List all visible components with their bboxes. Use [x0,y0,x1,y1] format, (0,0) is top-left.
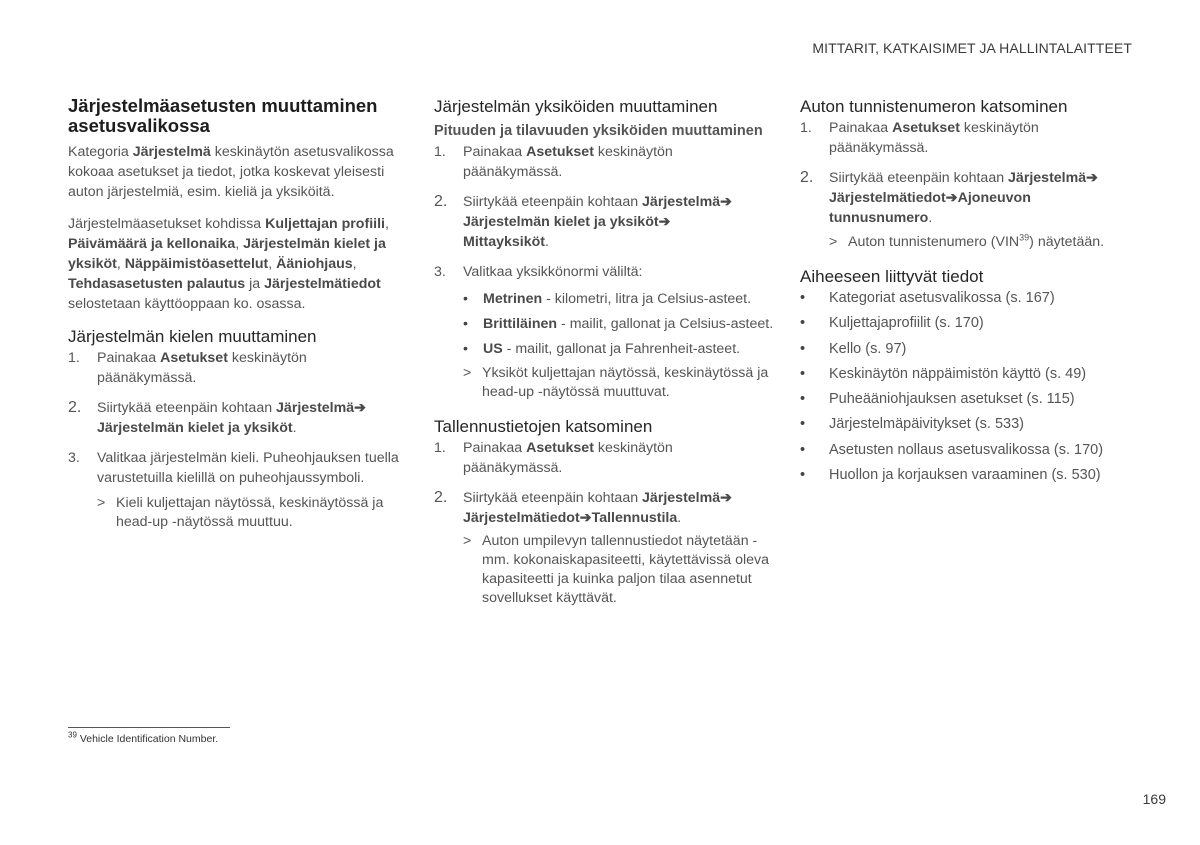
settings-paragraph [68,214,402,314]
ui-term: Järjestelmätiedot [264,276,381,292]
step-number: 2. [434,193,448,210]
bullet-icon: • [800,391,806,408]
step-text: Painakaa Asetukset keskinäytön päänäkymässä. [829,120,1039,156]
intro-paragraph [68,142,402,202]
text: , [235,236,244,252]
arrow-right-icon: ➔ [354,400,367,416]
related-link-text[interactable]: Kategoriat asetusvalikossa (s. 167) [829,290,1055,306]
related-link-text[interactable]: Huollon ja korjauksen varaaminen (s. 530) [829,467,1101,484]
related-link[interactable] [800,288,1134,308]
step-2 [800,168,1134,228]
text: , [384,216,389,232]
step-number: 1. [68,350,80,366]
list-item [463,289,774,309]
footnote-ref: 39 [1019,232,1030,243]
bullet-icon: • [800,365,806,382]
step-number: 3. [434,264,446,280]
bullet-text: Brittiläinen - mailit, gallonat ja Celsius-asteet. [483,316,774,332]
step-2 [68,398,402,438]
result-marker: > [829,234,838,250]
bullet-text: Metrinen - kilometri, litra ja Celsius-asteet. [483,291,752,307]
text: , [116,256,125,272]
step-text: Siirtykää eteenpäin kohtaan Järjestelmä➔ Järjestelmän kielet ja yksiköt. [97,400,367,436]
text: , [352,256,357,272]
text: Järjestelmäasetukset kohdissa [68,216,266,232]
bullet-text: US - mailit, gallonat ja Fahrenheit-asteet. [483,341,741,357]
result-text: Auton tunnistenumero (VIN$^{39}$) näytetään. [848,232,1105,250]
ui-term: Järjestelmä [132,144,211,160]
arrow-right-icon: ➔ [720,194,733,210]
column-2 [434,94,774,620]
footnote-number: 39 [68,730,77,740]
ui-term: Järjestelmän kielet ja yksiköt [68,236,386,272]
related-link[interactable] [800,364,1134,384]
result-text: Yksiköt kuljettajan näytössä, keskinäytössä ja head-up -näytössä muuttuvat. [482,365,769,400]
step-text: Valitkaa järjestelmän kieli. Puheohjauksen tuella varustetuilla kielillä on puheohjaussymboli. [97,450,399,486]
subsection-title: Pituuden ja tilavuuden yksiköiden muuttaminen [434,123,763,139]
step-result [463,364,774,402]
related-title: Aiheeseen liittyvät tiedot [800,267,984,286]
ui-term: Ääniohjaus [276,256,353,272]
step-1 [800,118,1134,158]
step-1 [434,438,774,478]
step-text: Siirtykää eteenpäin kohtaan Järjestelmä➔ Järjestelmän kielet ja yksiköt➔ Mittayksiköt. [463,194,733,250]
footnote-divider [68,727,230,728]
step-number: 2. [68,399,82,416]
result-marker: > [463,533,472,549]
related-link[interactable] [800,465,1134,485]
step-2 [434,192,774,252]
step-text: Siirtykää eteenpäin kohtaan Järjestelmä➔ Järjestelmätiedot➔Ajoneuvon tunnusnumero. [829,170,1099,226]
step-text: Painakaa Asetukset keskinäytön päänäkymässä. [97,350,307,386]
result-marker: > [463,365,472,381]
related-link-text[interactable]: Asetusten nollaus asetusvalikossa (s. 170) [829,441,1104,458]
bullet-icon: • [800,315,806,332]
section-title: Auton tunnistenumeron katsominen [800,97,1068,116]
step-result [829,233,1134,252]
bullet-icon: • [800,416,806,433]
column-3 [800,94,1134,490]
related-link[interactable] [800,313,1134,333]
bullet-icon: • [463,291,468,307]
list-item [463,339,774,359]
ui-term: Kuljettajan profiili [265,216,385,232]
section-title: Järjestelmän yksiköiden muuttaminen [434,97,718,116]
step-number: 2. [800,169,814,186]
footnote-text: Vehicle Identification Number. [79,733,219,745]
related-link[interactable] [800,389,1134,409]
text: keskinäytön asetusvalikossa kokoaa asetukset ja tiedot, jotka koskevat yleisesti auton järjestelmiä, esim. kieliä ja yksiköitä. [68,144,394,200]
running-header: MITTARIT, KATKAISIMET JA HALLINTALAITTEET [812,40,1132,56]
step-number: 3. [68,450,80,466]
step-3 [434,262,774,282]
result-text: Auton umpilevyn tallennustiedot näytetään - mm. kokonaiskapasiteetti, käytettävissä oleva kapasiteetti ja kuinka paljon tilaa asennetut sovellukset käyttävät. [482,533,770,606]
ui-term: Tehdasasetusten palautus [68,276,246,292]
bullet-icon: • [800,340,806,357]
bullet-icon: • [800,290,806,306]
page-number: 169 [1142,791,1166,807]
result-marker: > [97,495,106,511]
arrow-right-icon: ➔ [945,190,958,206]
arrow-right-icon: ➔ [1086,170,1099,186]
text: ja [245,276,265,292]
step-number: 1. [800,120,812,136]
step-text: Painakaa Asetukset keskinäytön päänäkymässä. [463,144,673,180]
related-link-text[interactable]: Keskinäytön näppäimistön käyttö (s. 49) [829,365,1087,382]
step-2 [434,488,774,528]
arrow-right-icon: ➔ [720,490,733,506]
bullet-icon: • [463,316,468,332]
arrow-right-icon: ➔ [579,510,592,526]
step-result [97,494,402,532]
related-link-text[interactable]: Kuljettajaprofiilit (s. 170) [829,315,984,332]
subsection-title: Järjestelmän kielen muuttaminen [68,327,317,346]
step-result [463,532,774,608]
step-1 [68,348,402,388]
related-link[interactable] [800,339,1134,359]
step-text: Painakaa Asetukset keskinäytön päänäkymässä. [463,440,673,476]
column-1 [68,94,402,544]
text: selostetaan käyttöoppaan ko. osassa. [68,296,306,312]
step-number: 1. [434,144,446,160]
step-number: 2. [434,489,448,506]
related-link-text[interactable]: Järjestelmäpäivitykset (s. 533) [829,416,1025,433]
step-3 [68,448,402,488]
result-text: Kieli kuljettajan näytössä, keskinäytössä ja head-up -näytössä muuttuu. [116,495,384,530]
text: Kategoria [68,144,133,160]
related-link[interactable] [800,414,1134,434]
related-link-text[interactable]: Puheääniohjauksen asetukset (s. 115) [829,391,1075,408]
ui-term: Päivämäärä ja kellonaika [68,236,236,252]
bullet-icon: • [800,441,806,458]
arrow-right-icon: ➔ [658,214,671,230]
bullet-icon: • [800,467,806,484]
related-link[interactable] [800,440,1134,460]
subsection-title: Tallennustietojen katsominen [434,417,653,436]
step-text: Siirtykää eteenpäin kohtaan Järjestelmä➔ Järjestelmätiedot➔Tallennustila. [463,490,733,526]
bullet-icon: • [463,341,468,357]
section-title: Järjestelmäasetusten muuttaminen asetusvalikossa [68,95,378,136]
text: , [268,256,277,272]
related-link-text[interactable]: Kello (s. 97) [829,340,907,357]
ui-term: Näppäimistöasettelut [124,256,269,272]
list-item [463,314,774,334]
step-number: 1. [434,440,446,456]
footnote [68,730,219,745]
step-text: Valitkaa yksikkönormi väliltä: [463,264,643,280]
step-1 [434,142,774,182]
